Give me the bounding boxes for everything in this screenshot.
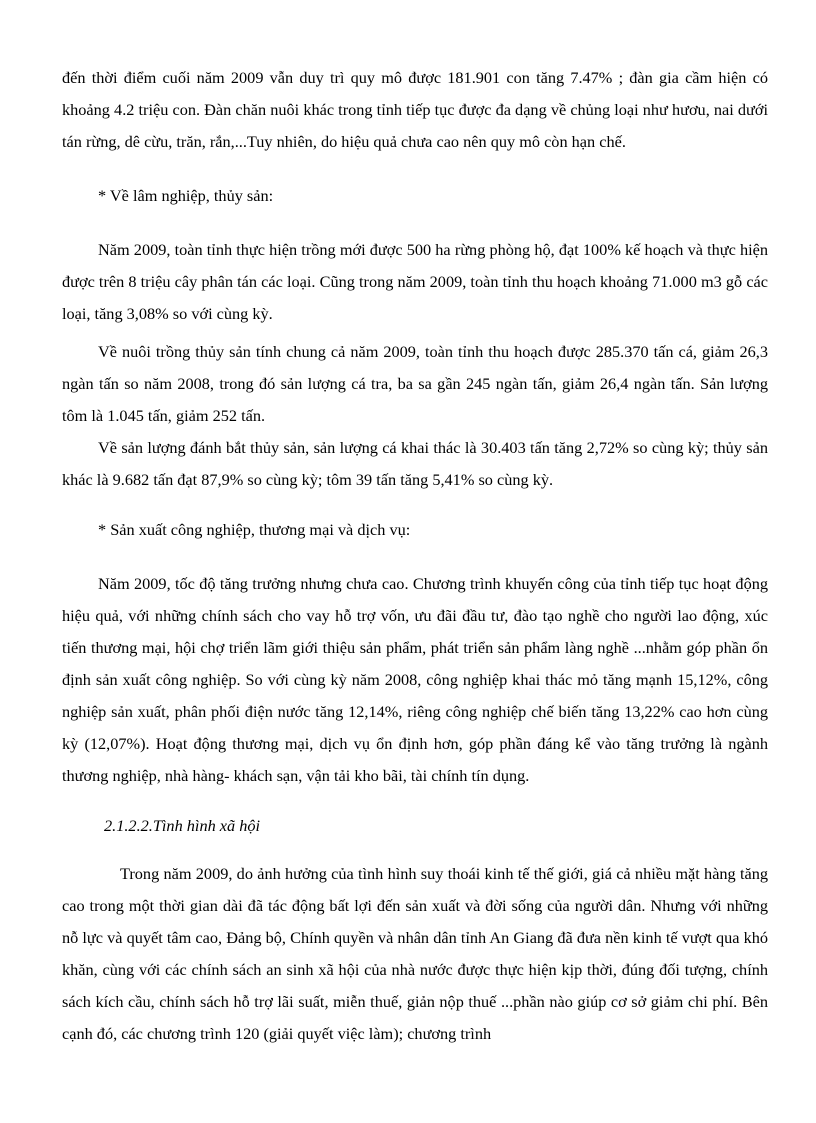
paragraph-forestry: Năm 2009, toàn tỉnh thực hiện trồng mới được 500 ha rừng phòng hộ, đạt 100% kế hoạch và thực hiện được trên 8 triệu cây phân tán các loại. Cũng trong năm 2009, toàn tỉnh thu hoạch khoảng 71.000 m3 gỗ các loại, tăng 3,08% so với cùng kỳ.: [62, 240, 768, 323]
paragraph-fishing: Về sản lượng đánh bắt thủy sản, sản lượng cá khai thác là 30.403 tấn tăng 2,72% so cùng kỳ; thủy sản khác là 9.682 tấn đạt 87,9% so cùng kỳ; tôm 39 tấn tăng 5,41% so cùng kỳ.: [62, 438, 768, 489]
heading-social-situation: 2.1.2.2.Tình hình xã hội: [104, 816, 261, 835]
paragraph-aquaculture: Về nuôi trồng thủy sản tính chung cả năm 2009, toàn tỉnh thu hoạch được 285.370 tấn cá, giảm 26,3 ngàn tấn so năm 2008, trong đó sản lượng cá tra, ba sa gần 245 ngàn tấn, giảm 26,4 ngàn tấn. Sản lượng tôm là 1.045 tấn, giảm 252 tấn.: [62, 342, 768, 425]
heading-forestry-fishery: * Về lâm nghiệp, thủy sản:: [98, 186, 274, 205]
paragraph-social: Trong năm 2009, do ảnh hưởng của tình hình suy thoái kinh tế thế giới, giá cả nhiều mặt hàng tăng cao trong một thời gian dài đã tác động bất lợi đến sản xuất và đời sống của người dân. Nhưng với những nỗ lực và quyết tâm cao, Đảng bộ, Chính quyền và nhân dân tỉnh An Giang đã đưa nền kinh tế vượt qua khó khăn, cùng với các chính sách an sinh xã hội của nhà nước được thực hiện kịp thời, đúng đối tượng, chính sách kích cầu, chính sách hỗ trợ lãi suất, miễn thuế, giản nộp thuế ...phần nào giúp cơ sở giảm chi phí. Bên cạnh đó, các chương trình 120 (giải quyết việc làm); chương trình: [62, 864, 768, 1043]
document-page: [62, 62, 768, 1050]
paragraph-livestock: đến thời điểm cuối năm 2009 vẫn duy trì quy mô được 181.901 con tăng 7.47% ; đàn gia cầm hiện có khoảng 4.2 triệu con. Đàn chăn nuôi khác trong tỉnh tiếp tục được đa dạng về chủng loại như hươu, nai dưới tán rừng, dê cừu, trăn, rắn,...Tuy nhiên, do hiệu quả chưa cao nên quy mô còn hạn chế.: [62, 68, 768, 151]
paragraph-industry: Năm 2009, tốc độ tăng trưởng nhưng chưa cao. Chương trình khuyến công của tỉnh tiếp tục hoạt động hiệu quả, với những chính sách cho vay hỗ trợ vốn, ưu đãi đầu tư, đào tạo nghề cho người lao động, xúc tiến thương mại, hội chợ triển lãm giới thiệu sản phẩm, phát triển sản phẩm làng nghề ...nhằm góp phần ổn định sản xuất công nghiệp. So với cùng kỳ năm 2008, công nghiệp khai thác mỏ tăng mạnh 15,12%, công nghiệp sản xuất, phân phối điện nước tăng 12,14%, riêng công nghiệp chế biến tăng 13,22% cao hơn cùng kỳ (12,07%). Hoạt động thương mại, dịch vụ ổn định hơn, góp phần đáng kể vào tăng trưởng là ngành thương nghiệp, nhà hàng- khách sạn, vận tải kho bãi, tài chính tín dụng.: [62, 574, 768, 785]
heading-industry-trade: * Sản xuất công nghiệp, thương mại và dịch vụ:: [98, 520, 411, 539]
